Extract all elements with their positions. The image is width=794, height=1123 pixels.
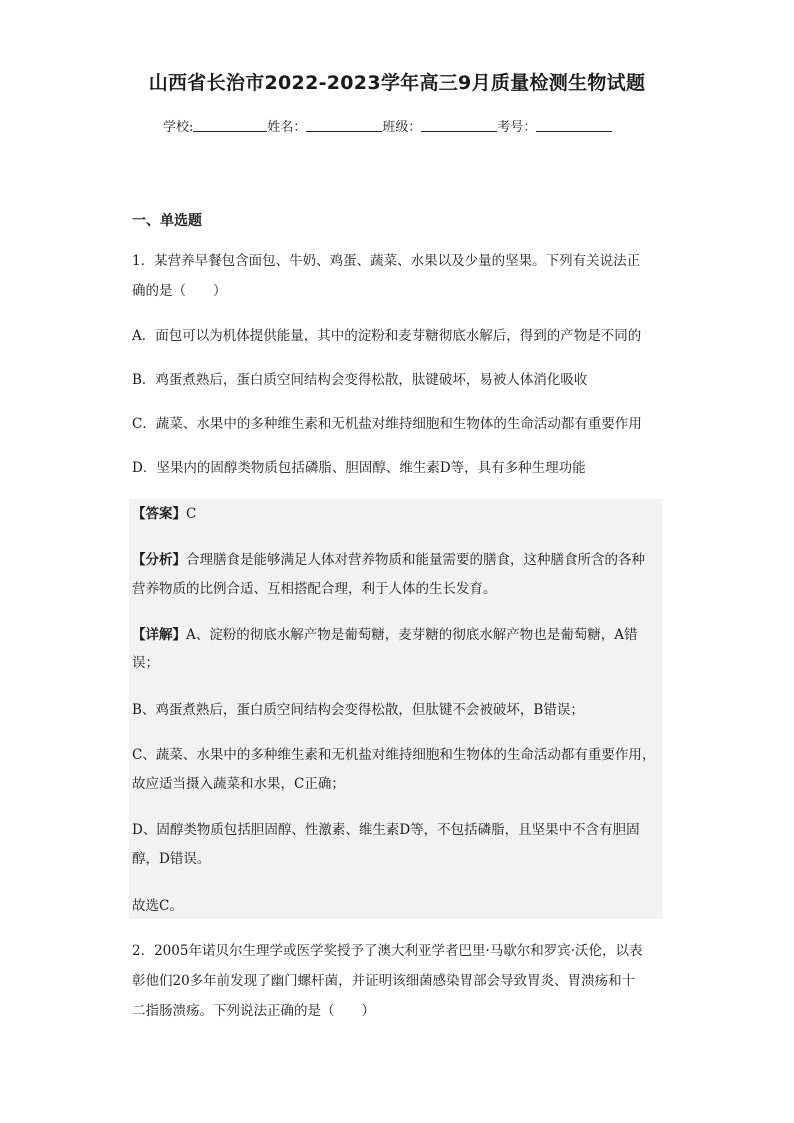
- detail-c-line1: C、蔬菜、水果中的多种维生素和无机盐对维持细胞和生物体的生命活动都有重要作用，: [132, 747, 656, 763]
- analysis-tag: 【分析】: [132, 552, 186, 568]
- school-blank[interactable]: [193, 118, 267, 132]
- detail-b-line: B、鸡蛋煮熟后，蛋白质空间结构会变得松散，但肽键不会被破坏，B错误；: [132, 702, 584, 718]
- q1-stem-line2: 确的是（ ）: [132, 283, 227, 299]
- detail-a-text1: A、淀粉的彻底水解产物是葡萄糖，麦芽糖的彻底水解产物也是葡萄糖，A错: [186, 627, 638, 643]
- exam-number-label: 考号：: [497, 120, 537, 135]
- class-label: 班级：: [382, 120, 422, 135]
- detail-c-line2: 故应适当摄入蔬菜和水果，C正确；: [132, 776, 345, 792]
- conclusion-line: 故选C。: [132, 898, 183, 914]
- name-blank[interactable]: [306, 118, 382, 132]
- q2-stem-line1: 2．2005年诺贝尔生理学或医学奖授予了澳大利亚学者巴里·马歇尔和罗宾·沃伦，以表: [132, 943, 643, 959]
- name-label: 姓名：: [267, 120, 307, 135]
- detail-a-line1: [132, 624, 638, 646]
- answer-value: C: [186, 506, 197, 522]
- analysis-text1: 合理膳食是能够满足人体对营养物质和能量需要的膳食，这种膳食所含的各种: [186, 552, 645, 568]
- analysis-line1: [132, 549, 645, 571]
- detail-d-line1: D、固醇类物质包括胆固醇、性激素、维生素D等，不包括磷脂，且坚果中不含有胆固: [132, 822, 640, 838]
- q1-option-b: B．鸡蛋煮熟后，蛋白质空间结构会变得松散，肽键破坏，易被人体消化吸收: [132, 372, 588, 388]
- q1-option-c: C．蔬菜、水果中的多种维生素和无机盐对维持细胞和生物体的生命活动都有重要作用: [132, 416, 642, 432]
- name-field: [267, 116, 382, 135]
- class-blank[interactable]: [421, 118, 497, 132]
- exam-title: 山西省长治市2022-2023学年高三9月质量检测生物试题: [148, 72, 646, 94]
- detail-a-line2: 误；: [132, 655, 159, 671]
- student-info-line: [163, 116, 612, 135]
- q2-stem-line2: 彰他们20多年前发现了幽门螺杆菌，并证明该细菌感染胃部会导致胃炎、胃溃疡和十: [132, 973, 636, 989]
- school-label: 学校:: [163, 120, 194, 135]
- analysis-line2: 营养物质的比例合适、互相搭配合理，利于人体的生长发育。: [132, 581, 497, 597]
- section-heading: 一、单选题: [132, 213, 202, 229]
- q1-option-d: D．坚果内的固醇类物质包括磷脂、胆固醇、维生素D等，具有多种生理功能: [132, 460, 586, 476]
- q1-stem-line1: 1．某营养早餐包含面包、牛奶、鸡蛋、蔬菜、水果以及少量的坚果。下列有关说法正: [132, 253, 641, 269]
- answer-line: [132, 503, 196, 525]
- exam-number-blank[interactable]: [536, 118, 612, 132]
- detail-d-line2: 醇，D错误。: [132, 851, 211, 867]
- answer-tag: 【答案】: [132, 506, 186, 522]
- school-field: [163, 116, 267, 135]
- exam-number-field: [497, 116, 612, 135]
- class-field: [382, 116, 497, 135]
- detail-tag: 【详解】: [132, 627, 186, 643]
- q1-option-a: A．面包可以为机体提供能量，其中的淀粉和麦芽糖彻底水解后，得到的产物是不同的: [132, 328, 642, 344]
- q2-stem-line3: 二指肠溃疡。下列说法正确的是（ ）: [132, 1003, 375, 1019]
